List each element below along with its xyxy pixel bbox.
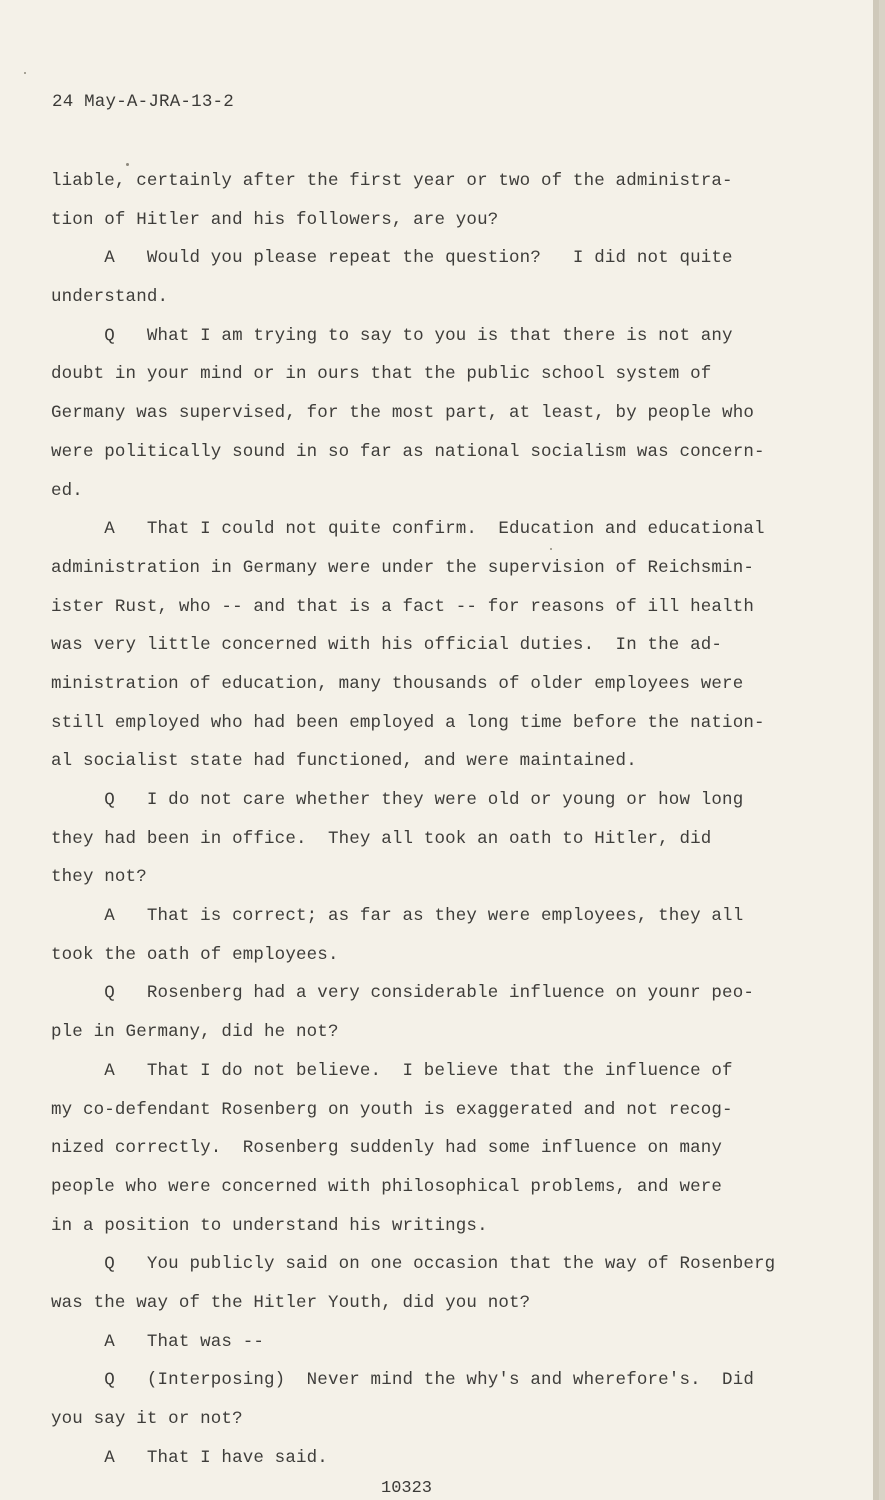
- transcript-line: they had been in office. They all took an oath to Hitler, did: [51, 828, 712, 849]
- transcript-line: Q Rosenberg had a very considerable influence on younr peo-: [51, 983, 755, 1004]
- transcript-line: people who were concerned with philosophical problems, and were: [51, 1176, 723, 1197]
- transcript-line: liable, certainly after the first year or two of the administra-: [51, 171, 733, 191]
- transcript-line: doubt in your mind or in ours that the public school system of: [51, 364, 712, 385]
- transcript-line: was the way of the Hitler Youth, did you not?: [51, 1292, 531, 1313]
- transcript-body: [51, 162, 841, 1477]
- transcript-line: al socialist state had functioned, and were maintained.: [51, 751, 637, 772]
- transcript-line: Q (Interposing) Never mind the why's and wherefore's. Did: [51, 1370, 755, 1391]
- transcript-line: A That I could not quite confirm. Education and educational: [51, 519, 765, 540]
- transcript-line: ministration of education, many thousands of older employees were: [51, 673, 744, 694]
- transcript-line: Germany was supervised, for the most part, at least, by people who: [51, 403, 755, 424]
- transcript-line: ple in Germany, did he not?: [51, 1022, 339, 1043]
- transcript-line: Q What I am trying to say to you is that there is not any: [51, 325, 733, 346]
- transcript-line: administration in Germany were under the supervision of Reichsmin-: [51, 557, 755, 578]
- transcript-line: Q I do not care whether they were old or young or how long: [51, 790, 744, 810]
- transcript-line: tion of Hitler and his followers, are you?: [51, 209, 499, 230]
- transcript-line: my co-defendant Rosenberg on youth is exaggerated and not recog-: [51, 1099, 733, 1120]
- transcript-line: were politically sound in so far as national socialism was concern-: [51, 441, 765, 462]
- page-number: 10323: [381, 1479, 433, 1498]
- transcript-line: was very little concerned with his official duties. In the ad-: [51, 635, 723, 656]
- transcript-line: Q You publicly said on one occasion that the way of Rosenberg: [51, 1254, 776, 1275]
- transcript-line: ed.: [51, 480, 83, 501]
- transcript-line: A Would you please repeat the question? I did not quite: [51, 248, 733, 269]
- transcript-line: nized correctly. Rosenberg suddenly had some influence on many: [51, 1138, 723, 1159]
- transcript-line: in a position to understand his writings.: [51, 1215, 488, 1236]
- transcript-line: they not?: [51, 867, 147, 888]
- transcript-line: ister Rust, who -- and that is a fact -- for reasons of ill health: [51, 596, 755, 617]
- document-reference: 24 May-A-JRA-13-2: [52, 92, 234, 112]
- transcript-line: understand.: [51, 287, 169, 308]
- transcript-line: you say it or not?: [51, 1409, 243, 1429]
- paper-speck: [24, 72, 26, 74]
- transcript-line: A That is correct; as far as they were employees, they all: [51, 906, 744, 927]
- transcript-line: took the oath of employees.: [51, 944, 339, 965]
- transcript-line: A That I do not believe. I believe that the influence of: [51, 1060, 733, 1081]
- transcript-line: A That was --: [51, 1331, 265, 1352]
- transcript-line: A That I have said.: [51, 1447, 328, 1468]
- transcript-line: still employed who had been employed a long time before the nation-: [51, 712, 765, 733]
